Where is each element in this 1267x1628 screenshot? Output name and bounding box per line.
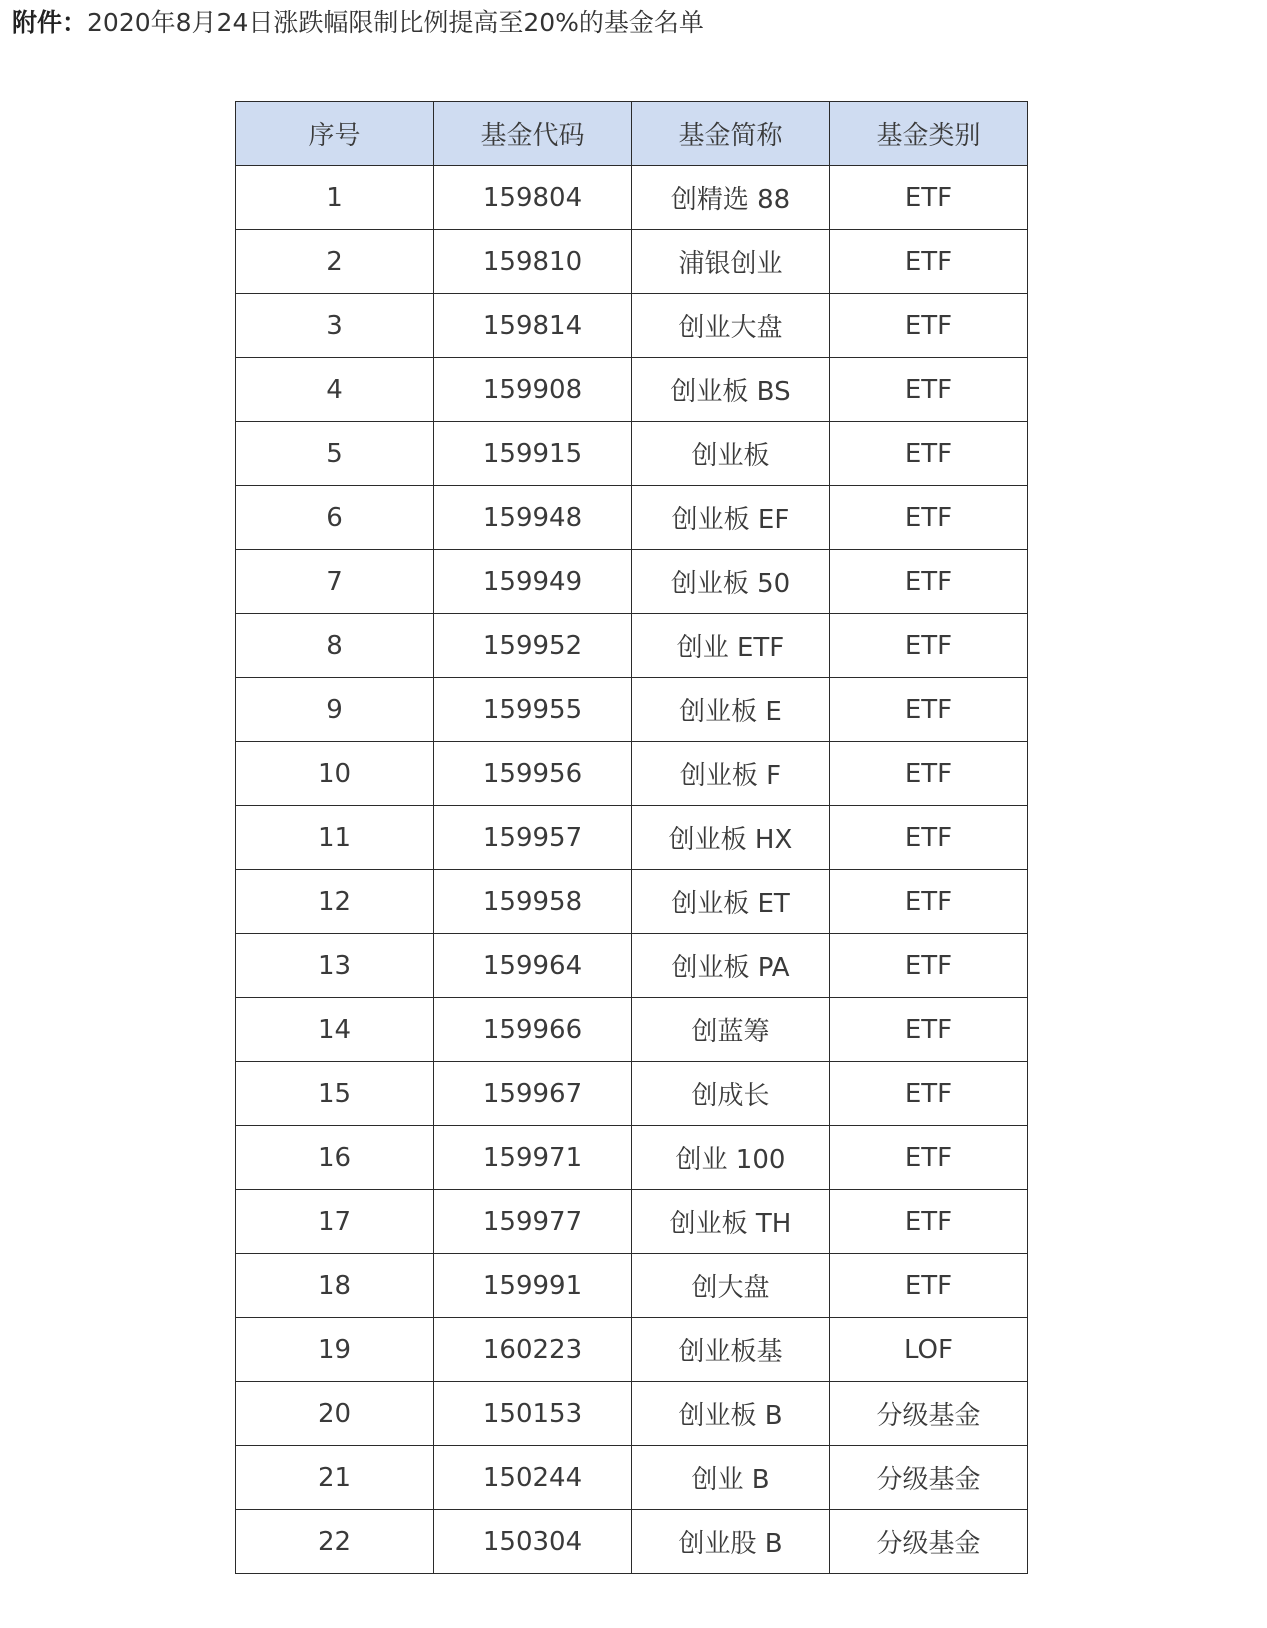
- table-row: [236, 422, 1028, 486]
- cell-fund-name: 创业板 50: [632, 550, 830, 614]
- cell-fund-name: 创业板 TH: [632, 1190, 830, 1254]
- cell-index: 22: [236, 1510, 434, 1574]
- cell-fund-type: ETF: [830, 422, 1028, 486]
- cell-fund-type: ETF: [830, 998, 1028, 1062]
- cell-index: 10: [236, 742, 434, 806]
- cell-fund-code: 159949: [434, 550, 632, 614]
- cell-fund-code: 159958: [434, 870, 632, 934]
- table-row: [236, 1062, 1028, 1126]
- cell-index: 5: [236, 422, 434, 486]
- cell-fund-type: ETF: [830, 1126, 1028, 1190]
- cell-fund-name: 浦银创业: [632, 230, 830, 294]
- cell-fund-type: ETF: [830, 1190, 1028, 1254]
- cell-fund-code: 159955: [434, 678, 632, 742]
- header-fund-name: 基金简称: [632, 102, 830, 166]
- table-row: [236, 550, 1028, 614]
- cell-fund-type: 分级基金: [830, 1510, 1028, 1574]
- table-row: [236, 1382, 1028, 1446]
- cell-fund-name: 创业板 BS: [632, 358, 830, 422]
- header-fund-code: 基金代码: [434, 102, 632, 166]
- cell-fund-name: 创业板 B: [632, 1382, 830, 1446]
- cell-index: 12: [236, 870, 434, 934]
- cell-index: 21: [236, 1446, 434, 1510]
- cell-fund-type: 分级基金: [830, 1446, 1028, 1510]
- cell-fund-name: 创业股 B: [632, 1510, 830, 1574]
- caption-lead: 附件：: [12, 8, 88, 37]
- cell-fund-type: ETF: [830, 550, 1028, 614]
- cell-fund-name: 创业板 ET: [632, 870, 830, 934]
- cell-fund-type: ETF: [830, 870, 1028, 934]
- cell-fund-code: 159948: [434, 486, 632, 550]
- cell-fund-name: 创成长: [632, 1062, 830, 1126]
- cell-fund-name: 创业板 PA: [632, 934, 830, 998]
- cell-index: 2: [236, 230, 434, 294]
- cell-fund-code: 159966: [434, 998, 632, 1062]
- table-row: [236, 358, 1028, 422]
- header-index: 序号: [236, 102, 434, 166]
- cell-index: 20: [236, 1382, 434, 1446]
- cell-fund-code: 159977: [434, 1190, 632, 1254]
- cell-fund-code: 159956: [434, 742, 632, 806]
- cell-fund-type: ETF: [830, 486, 1028, 550]
- cell-fund-code: 160223: [434, 1318, 632, 1382]
- header-fund-type: 基金类别: [830, 102, 1028, 166]
- cell-index: 1: [236, 166, 434, 230]
- cell-fund-name: 创精选 88: [632, 166, 830, 230]
- cell-index: 6: [236, 486, 434, 550]
- cell-index: 4: [236, 358, 434, 422]
- cell-fund-code: 159952: [434, 614, 632, 678]
- cell-fund-name: 创大盘: [632, 1254, 830, 1318]
- cell-fund-code: 159957: [434, 806, 632, 870]
- cell-fund-type: ETF: [830, 358, 1028, 422]
- table-body: [236, 166, 1028, 1574]
- cell-fund-code: 159967: [434, 1062, 632, 1126]
- cell-index: 8: [236, 614, 434, 678]
- cell-fund-name: 创业板 EF: [632, 486, 830, 550]
- cell-fund-code: 150304: [434, 1510, 632, 1574]
- cell-fund-name: 创业板 E: [632, 678, 830, 742]
- cell-fund-type: ETF: [830, 166, 1028, 230]
- cell-index: 17: [236, 1190, 434, 1254]
- table-row: [236, 294, 1028, 358]
- cell-fund-type: ETF: [830, 294, 1028, 358]
- cell-index: 9: [236, 678, 434, 742]
- caption-text: 2020年8月24日涨跌幅限制比例提高至20%的基金名单: [87, 8, 704, 37]
- cell-fund-name: 创业大盘: [632, 294, 830, 358]
- cell-index: 18: [236, 1254, 434, 1318]
- table-header-row: [236, 102, 1028, 166]
- cell-fund-type: ETF: [830, 230, 1028, 294]
- cell-fund-type: ETF: [830, 806, 1028, 870]
- cell-fund-type: ETF: [830, 934, 1028, 998]
- cell-index: 16: [236, 1126, 434, 1190]
- cell-fund-name: 创业 B: [632, 1446, 830, 1510]
- cell-fund-type: ETF: [830, 678, 1028, 742]
- cell-fund-code: 159971: [434, 1126, 632, 1190]
- table-row: [236, 614, 1028, 678]
- cell-fund-type: LOF: [830, 1318, 1028, 1382]
- table-row: [236, 1510, 1028, 1574]
- cell-fund-code: 150244: [434, 1446, 632, 1510]
- cell-fund-type: ETF: [830, 742, 1028, 806]
- table-row: [236, 870, 1028, 934]
- fund-list-table: [235, 101, 1028, 1574]
- table-row: [236, 1126, 1028, 1190]
- cell-fund-name: 创业 100: [632, 1126, 830, 1190]
- cell-index: 11: [236, 806, 434, 870]
- table-row: [236, 1318, 1028, 1382]
- table-row: [236, 1446, 1028, 1510]
- table-row: [236, 230, 1028, 294]
- table-row: [236, 934, 1028, 998]
- cell-fund-code: 159814: [434, 294, 632, 358]
- cell-index: 3: [236, 294, 434, 358]
- cell-fund-name: 创业 ETF: [632, 614, 830, 678]
- cell-fund-code: 159964: [434, 934, 632, 998]
- cell-fund-name: 创蓝筹: [632, 998, 830, 1062]
- cell-fund-code: 159991: [434, 1254, 632, 1318]
- cell-fund-name: 创业板 HX: [632, 806, 830, 870]
- table-row: [236, 486, 1028, 550]
- cell-fund-name: 创业板基: [632, 1318, 830, 1382]
- cell-fund-code: 159810: [434, 230, 632, 294]
- cell-fund-type: ETF: [830, 1062, 1028, 1126]
- cell-index: 15: [236, 1062, 434, 1126]
- cell-index: 13: [236, 934, 434, 998]
- cell-index: 14: [236, 998, 434, 1062]
- cell-fund-code: 159804: [434, 166, 632, 230]
- cell-fund-code: 150153: [434, 1382, 632, 1446]
- table-row: [236, 1190, 1028, 1254]
- cell-fund-type: 分级基金: [830, 1382, 1028, 1446]
- table-row: [236, 806, 1028, 870]
- document-caption: [12, 6, 704, 40]
- table-row: [236, 1254, 1028, 1318]
- table-row: [236, 742, 1028, 806]
- cell-fund-name: 创业板 F: [632, 742, 830, 806]
- cell-fund-name: 创业板: [632, 422, 830, 486]
- cell-fund-code: 159915: [434, 422, 632, 486]
- cell-fund-code: 159908: [434, 358, 632, 422]
- table-row: [236, 678, 1028, 742]
- table-row: [236, 998, 1028, 1062]
- cell-index: 19: [236, 1318, 434, 1382]
- cell-fund-type: ETF: [830, 1254, 1028, 1318]
- table-row: [236, 166, 1028, 230]
- cell-fund-type: ETF: [830, 614, 1028, 678]
- cell-index: 7: [236, 550, 434, 614]
